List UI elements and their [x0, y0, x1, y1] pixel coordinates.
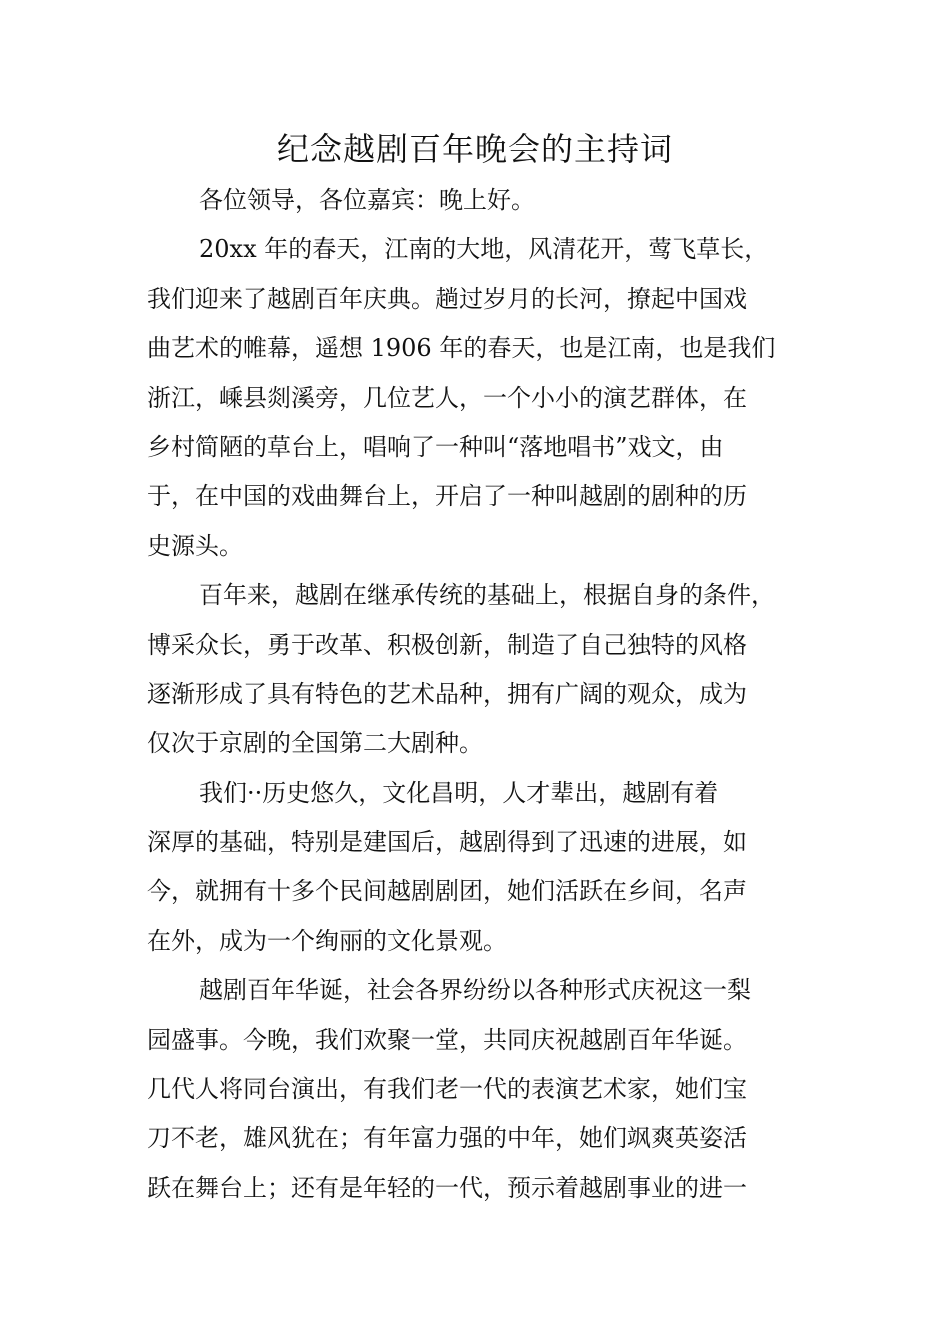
text-line: 曲艺术的帷幕，遥想 1906 年的春天，也是江南，也是我们 [147, 334, 776, 363]
page-title: 纪念越剧百年晚会的主持词 [276, 130, 673, 168]
text-line: 20xx 年的春天，江南的大地，风清花开，莺飞草长， [199, 235, 769, 264]
text-line: 园盛事。今晚，我们欢聚一堂，共同庆祝越剧百年华诞。 [147, 1025, 747, 1054]
text-line: 我们迎来了越剧百年庆典。趟过岁月的长河，撩起中国戏 [147, 284, 747, 313]
text-line: 仅次于京剧的全国第二大剧种。 [147, 729, 483, 758]
text-line: 今，就拥有十多个民间越剧剧团，她们活跃在乡间，名声 [147, 877, 747, 906]
text-line: 各位领导，各位嘉宾：晚上好。 [199, 186, 535, 214]
text-line: 史源头。 [147, 531, 243, 560]
text-line: 在外，成为一个绚丽的文化景观。 [147, 926, 507, 955]
text-line: 百年来，越剧在继承传统的基础上，根据自身的条件， [199, 581, 775, 610]
text-line: 逐渐形成了具有特色的艺术品种，拥有广阔的观众，成为 [147, 679, 747, 708]
document-body [147, 176, 812, 1213]
text-line: 越剧百年华诞，社会各界纷纷以各种形式庆祝这一梨 [199, 976, 751, 1005]
text-line: 于，在中国的戏曲舞台上，开启了一种叫越剧的剧种的历 [147, 482, 747, 511]
text-line: 刀不老，雄风犹在；有年富力强的中年，她们飒爽英姿活 [147, 1124, 747, 1153]
text-line: 浙江，嵊县剡溪旁，几位艺人，一个小小的演艺群体，在 [147, 383, 747, 412]
text-line: 跃在舞台上；还有是年轻的一代，预示着越剧事业的进一 [147, 1173, 747, 1202]
text-line: 乡村简陋的草台上，唱响了一种叫“落地唱书”戏文，由 [147, 432, 724, 461]
text-line: 我们··历史悠久，文化昌明，人才辈出，越剧有着 [199, 778, 719, 807]
text-line: 深厚的基础，特别是建国后，越剧得到了迅速的进展，如 [147, 828, 747, 857]
text-line: 几代人将同台演出，有我们老一代的表演艺术家，她们宝 [147, 1075, 747, 1104]
text-line: 博采众长，勇于改革、积极创新，制造了自己独特的风格 [147, 630, 747, 659]
